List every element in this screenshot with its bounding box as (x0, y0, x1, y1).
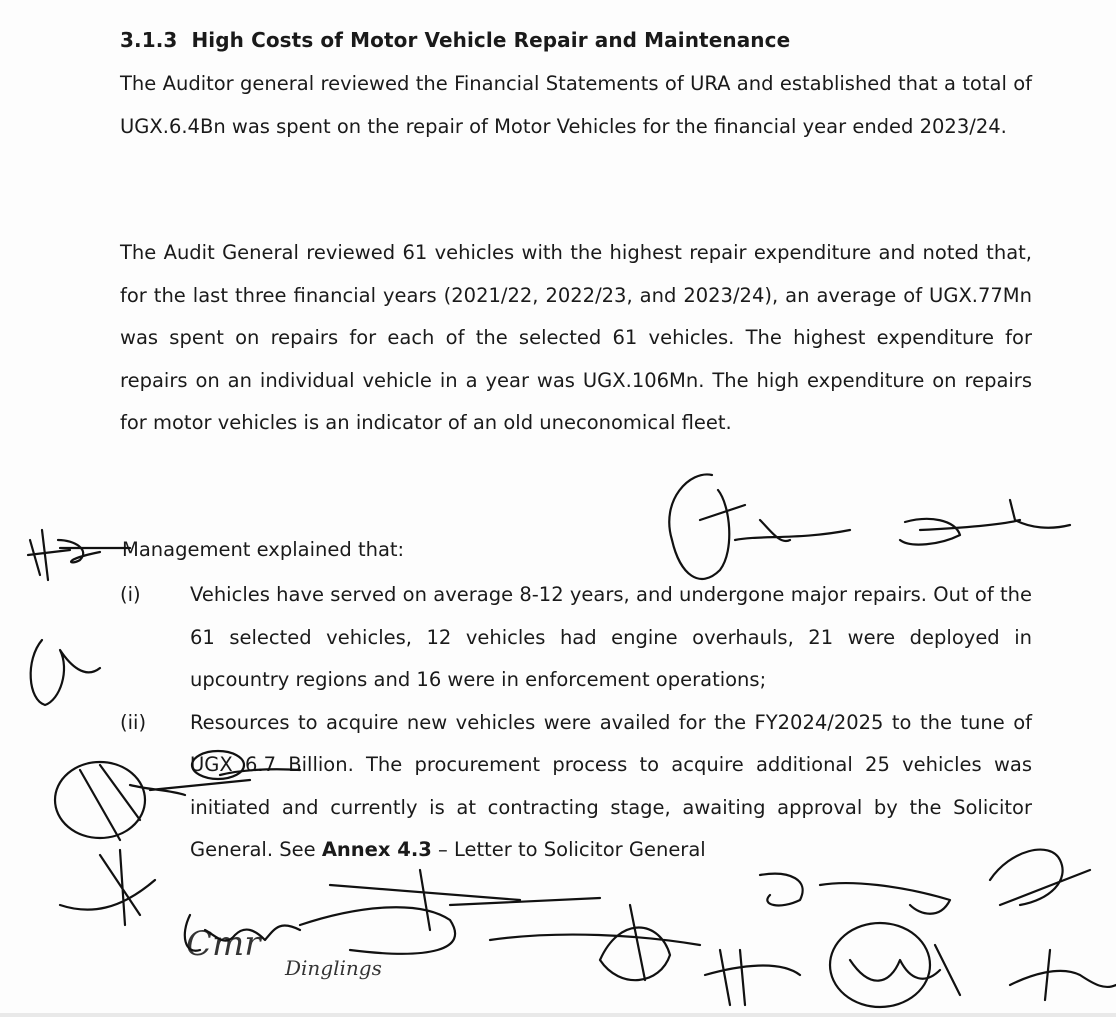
list-item-text-after: – Letter to Solicitor General (431, 838, 706, 861)
list-item-text: Vehicles have served on average 8-12 years, and undergone major repairs. Out of the 61 selected vehicles, 12 vehicles had engine overhauls, 21 were deployed in upcountry regions and 16 were in enforcement operations; (190, 583, 1032, 691)
signature-bottom-1 (185, 915, 300, 951)
signature-lettering-dinglings: Dinglings (285, 956, 382, 980)
signature-bottom-6 (830, 923, 930, 1007)
paragraph-auditor-review: The Auditor general reviewed the Financial Statements of URA and established that a total of UGX.6.4Bn was spent on the repair of Motor Vehicles for the financial year ended 2023/24. (120, 72, 1032, 138)
signature-lettering-cmr: Cmr (186, 924, 261, 964)
annex-reference: Annex 4.3 (321, 838, 432, 861)
signature-top-center (669, 474, 850, 579)
section-heading (120, 28, 790, 52)
management-intro: Management explained that: (122, 538, 405, 561)
list-item-text-before: Resources to acquire new vehicles were availed for the FY2024/2025 to the tune of UGX 6.7 Billion. The procurement process to acquire additional 25 vehicles was initiated and currently is at contracting stage, awaiting approval by the Solicitor General. See (190, 710, 1032, 861)
signature-margin-1 (28, 530, 100, 580)
section-number: 3.1.3 (120, 28, 178, 52)
list-item (120, 702, 1032, 872)
list-marker: (i) (120, 583, 141, 606)
signature-bottom-8 (1010, 950, 1116, 1000)
list-item-text (190, 702, 1032, 872)
signature-bottom-6-strokes (850, 945, 960, 995)
list-item (120, 574, 1032, 702)
signature-bottom-3 (490, 905, 700, 980)
scan-edge (0, 1013, 1116, 1017)
management-response-list (120, 574, 1032, 872)
section-title: High Costs of Motor Vehicle Repair and Maintenance (191, 28, 791, 52)
signature-margin-2 (31, 640, 100, 705)
signature-bottom-5 (705, 950, 800, 1005)
signature-bottom-4 (760, 874, 950, 914)
signature-top-right (900, 500, 1070, 545)
paragraph-vehicle-review: The Audit General reviewed 61 vehicles with the highest repair expenditure and noted that, for the last three financial years (2021/22, 2022/23, and 2023/24), an average of UGX.77Mn was spent on repairs for each of the selected 61 vehicles. The highest expenditure for repairs on an individual vehicle in a year was UGX.106Mn. The high expenditure on repairs for motor vehicles is an indicator of an old uneconomical fleet. (120, 241, 1032, 434)
signature-bottom-2 (300, 870, 600, 954)
list-marker: (ii) (120, 710, 147, 734)
